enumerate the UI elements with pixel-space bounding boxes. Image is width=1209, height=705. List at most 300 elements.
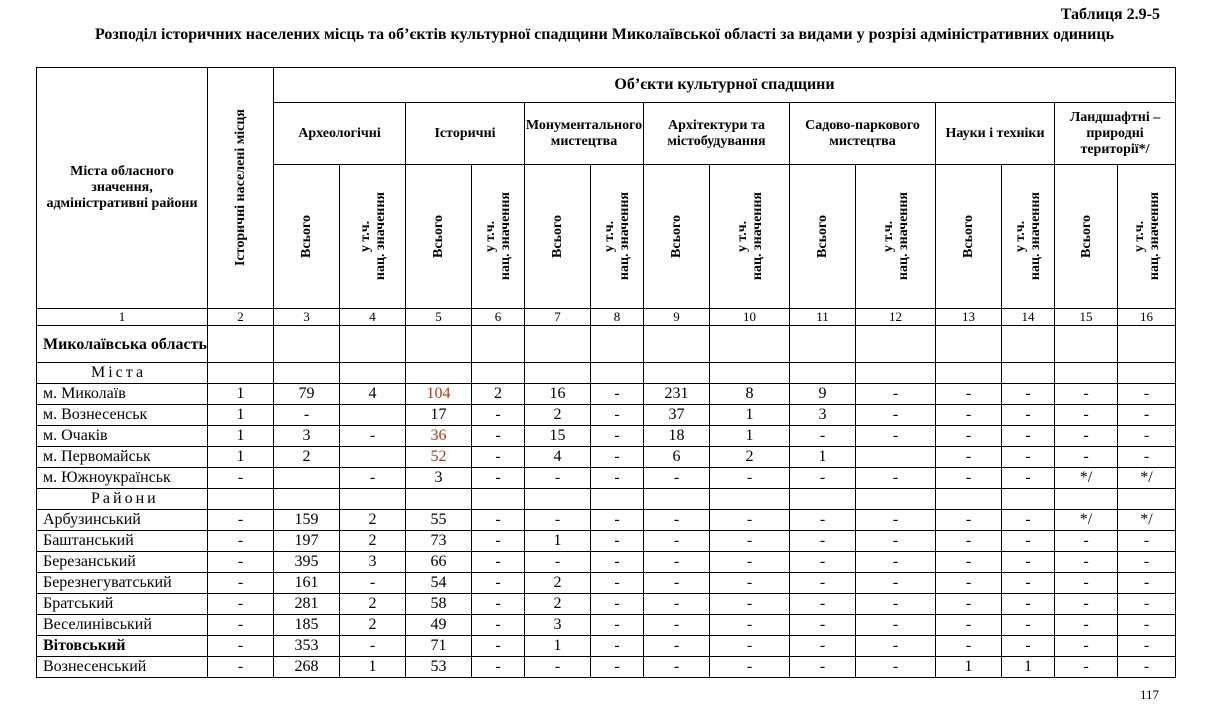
table-cell: - — [1118, 447, 1176, 468]
table-cell: - — [1002, 405, 1055, 426]
table-cell: 2 — [525, 573, 591, 594]
table-row — [37, 426, 1176, 447]
table-cell: - — [1002, 531, 1055, 552]
header-sub-national: у т.ч. нац. значення — [472, 165, 525, 309]
table-cell: - — [1055, 405, 1118, 426]
table-cell: - — [856, 636, 936, 657]
table-cell: - — [472, 468, 525, 489]
table-cell: - — [340, 636, 406, 657]
table-cell — [591, 363, 644, 384]
table-cell: 104 — [406, 384, 472, 405]
column-number: 10 — [710, 309, 790, 326]
row-name: м. Вознесенськ — [37, 405, 208, 426]
table-cell: - — [1055, 657, 1118, 678]
table-cell: 15 — [525, 426, 591, 447]
table-cell — [710, 363, 790, 384]
table-cell: - — [591, 594, 644, 615]
table-cell: - — [644, 636, 710, 657]
table-cell — [274, 363, 340, 384]
table-row — [37, 657, 1176, 678]
table-cell: 16 — [525, 384, 591, 405]
table-cell: 3 — [340, 552, 406, 573]
table-cell: - — [710, 657, 790, 678]
table-cell: 4 — [340, 384, 406, 405]
table-cell: - — [790, 426, 856, 447]
table-cell: - — [1055, 426, 1118, 447]
table-cell: */ — [1118, 510, 1176, 531]
table-cell: 18 — [644, 426, 710, 447]
table-cell — [406, 489, 472, 510]
table-cell — [208, 326, 274, 363]
table-cell: 1 — [208, 405, 274, 426]
header-sub-total: Всього — [1055, 165, 1118, 309]
table-cell: - — [1055, 615, 1118, 636]
table-cell: - — [936, 552, 1002, 573]
table-cell: - — [856, 510, 936, 531]
table-cell: 1 — [208, 426, 274, 447]
table-cell — [1002, 363, 1055, 384]
table-cell: 2 — [340, 594, 406, 615]
table-cell: - — [1002, 615, 1055, 636]
table-cell: - — [936, 426, 1002, 447]
table-cell — [1055, 363, 1118, 384]
header-sub-total: Всього — [644, 165, 710, 309]
table-cell: 2 — [472, 384, 525, 405]
header-sub-total: Всього — [525, 165, 591, 309]
header-sub-total: Всього — [406, 165, 472, 309]
header-group: Монументального мистецтва — [525, 103, 644, 165]
table-cell: 1 — [208, 384, 274, 405]
table-cell: - — [856, 405, 936, 426]
table-cell — [406, 363, 472, 384]
row-name: Веселинівський — [37, 615, 208, 636]
table-cell: 161 — [274, 573, 340, 594]
table-cell: - — [856, 594, 936, 615]
table-cell: - — [340, 468, 406, 489]
table-cell: - — [644, 531, 710, 552]
table-cell: - — [208, 594, 274, 615]
column-number: 2 — [208, 309, 274, 326]
table-cell — [1055, 326, 1118, 363]
table-row — [37, 573, 1176, 594]
table-cell — [274, 489, 340, 510]
table-cell: 54 — [406, 573, 472, 594]
table-cell: - — [710, 531, 790, 552]
table-cell: - — [790, 510, 856, 531]
table-cell: - — [274, 405, 340, 426]
table-cell: - — [856, 531, 936, 552]
table-cell — [472, 489, 525, 510]
table-cell: - — [710, 510, 790, 531]
table-cell: - — [472, 594, 525, 615]
table-cell — [1118, 326, 1176, 363]
table-cell — [644, 489, 710, 510]
table-cell: - — [1055, 636, 1118, 657]
table-cell: - — [472, 405, 525, 426]
table-cell: - — [710, 573, 790, 594]
table-cell: - — [936, 447, 1002, 468]
table-cell: - — [472, 552, 525, 573]
table-cell: - — [1118, 594, 1176, 615]
header-sub-national: у т.ч. нац. значення — [710, 165, 790, 309]
table-cell — [936, 363, 1002, 384]
table-cell: 1 — [710, 426, 790, 447]
table-cell — [274, 326, 340, 363]
table-cell: - — [1002, 384, 1055, 405]
table-cell: 9 — [790, 384, 856, 405]
header-sub-national: у т.ч. нац. значення — [856, 165, 936, 309]
table-row — [37, 615, 1176, 636]
table-cell: 2 — [340, 615, 406, 636]
table-cell: - — [936, 636, 1002, 657]
table-cell: - — [472, 531, 525, 552]
table-cell: - — [936, 468, 1002, 489]
table-cell — [340, 447, 406, 468]
row-name: Братський — [37, 594, 208, 615]
header-objects: Об’єкти культурної спадщини — [274, 68, 1176, 103]
table-cell: - — [1118, 636, 1176, 657]
table-cell: - — [1118, 657, 1176, 678]
table-cell: - — [591, 573, 644, 594]
table-cell: 2 — [340, 531, 406, 552]
table-cell: 58 — [406, 594, 472, 615]
table-cell: - — [525, 552, 591, 573]
table-cell — [856, 326, 936, 363]
row-name: Баштанський — [37, 531, 208, 552]
table-cell: - — [790, 657, 856, 678]
table-cell: 1 — [525, 636, 591, 657]
table-cell: - — [856, 657, 936, 678]
row-name: м. Южноукраїнськ — [37, 468, 208, 489]
table-cell: - — [1055, 531, 1118, 552]
table-cell: 197 — [274, 531, 340, 552]
table-cell: 6 — [644, 447, 710, 468]
table-cell: - — [591, 531, 644, 552]
table-cell: - — [1002, 426, 1055, 447]
table-cell — [525, 326, 591, 363]
header-sub-total: Всього — [274, 165, 340, 309]
table-cell: - — [472, 510, 525, 531]
table-cell: - — [472, 573, 525, 594]
table-cell: - — [591, 426, 644, 447]
table-cell: */ — [1055, 510, 1118, 531]
table-cell: - — [644, 615, 710, 636]
header-col2: Історичні населені місця — [208, 68, 274, 309]
row-name: Березанський — [37, 552, 208, 573]
header-group: Археологічні — [274, 103, 406, 165]
column-number: 5 — [406, 309, 472, 326]
table-cell: - — [472, 615, 525, 636]
table-cell: - — [710, 615, 790, 636]
table-cell: 2 — [274, 447, 340, 468]
table-cell: - — [340, 573, 406, 594]
table-cell: - — [856, 426, 936, 447]
table-cell — [790, 489, 856, 510]
table-cell: - — [1002, 468, 1055, 489]
header-group: Архітектури та містобудування — [644, 103, 790, 165]
table-cell: 17 — [406, 405, 472, 426]
table-cell: - — [208, 531, 274, 552]
table-cell: - — [1118, 615, 1176, 636]
table-cell: - — [472, 447, 525, 468]
table-cell: 395 — [274, 552, 340, 573]
table-cell — [936, 489, 1002, 510]
table-cell: - — [591, 447, 644, 468]
region-row — [37, 326, 1176, 363]
table-cell: - — [1055, 384, 1118, 405]
table-cell: - — [856, 552, 936, 573]
table-cell — [856, 447, 936, 468]
table-cell — [340, 405, 406, 426]
table-cell: - — [710, 552, 790, 573]
header-group: Історичні — [406, 103, 525, 165]
table-cell: - — [710, 594, 790, 615]
table-cell: 3 — [525, 615, 591, 636]
row-name: Вознесенський — [37, 657, 208, 678]
table-cell: */ — [1118, 468, 1176, 489]
table-cell: 1 — [1002, 657, 1055, 678]
table-cell: - — [644, 594, 710, 615]
table-cell: 36 — [406, 426, 472, 447]
table-cell: - — [790, 615, 856, 636]
header-group: Науки і техніки — [936, 103, 1055, 165]
table-cell: 73 — [406, 531, 472, 552]
table-cell: - — [1118, 405, 1176, 426]
table-cell: - — [208, 468, 274, 489]
table-cell: - — [591, 510, 644, 531]
table-cell — [340, 326, 406, 363]
table-cell — [472, 363, 525, 384]
table-cell — [274, 468, 340, 489]
header-group: Ландшафтні – природні території*/ — [1055, 103, 1176, 165]
table-cell: - — [208, 615, 274, 636]
table-cell: - — [591, 636, 644, 657]
table-cell: - — [1118, 384, 1176, 405]
table-cell: - — [790, 573, 856, 594]
table-cell: */ — [1055, 468, 1118, 489]
table-cell: 3 — [274, 426, 340, 447]
table-cell — [936, 326, 1002, 363]
table-cell: - — [525, 657, 591, 678]
column-number: 9 — [644, 309, 710, 326]
table-cell: - — [936, 594, 1002, 615]
table-cell: - — [790, 636, 856, 657]
table-cell: - — [591, 384, 644, 405]
table-cell: 231 — [644, 384, 710, 405]
table-cell: 79 — [274, 384, 340, 405]
table-cell: - — [644, 657, 710, 678]
table-cell — [406, 326, 472, 363]
table-cell — [208, 489, 274, 510]
table-cell: - — [591, 405, 644, 426]
table-cell — [1055, 489, 1118, 510]
table-cell — [472, 326, 525, 363]
table-cell: - — [856, 384, 936, 405]
header-sub-total: Всього — [936, 165, 1002, 309]
table-cell: - — [1055, 447, 1118, 468]
section-row — [37, 363, 1176, 384]
table-cell: 2 — [340, 510, 406, 531]
table-cell: 268 — [274, 657, 340, 678]
table-cell — [340, 489, 406, 510]
table-cell — [525, 363, 591, 384]
column-number: 11 — [790, 309, 856, 326]
column-number: 6 — [472, 309, 525, 326]
table-cell: - — [1002, 447, 1055, 468]
column-number: 8 — [591, 309, 644, 326]
table-cell: - — [1118, 573, 1176, 594]
table-cell — [710, 489, 790, 510]
table-cell: - — [1118, 426, 1176, 447]
row-name: м. Миколаїв — [37, 384, 208, 405]
table-cell: 2 — [525, 594, 591, 615]
table-cell: - — [644, 552, 710, 573]
table-cell: 1 — [208, 447, 274, 468]
header-group: Садово-паркового мистецтва — [790, 103, 936, 165]
page-number: 117 — [1139, 687, 1159, 702]
header-sub-national: у т.ч. нац. значення — [340, 165, 406, 309]
column-number: 14 — [1002, 309, 1055, 326]
table-cell — [1002, 326, 1055, 363]
table-cell: - — [790, 552, 856, 573]
table-cell: - — [856, 615, 936, 636]
table-cell: - — [710, 636, 790, 657]
table-cell — [644, 326, 710, 363]
table-cell: 53 — [406, 657, 472, 678]
table-cell — [644, 363, 710, 384]
column-number: 7 — [525, 309, 591, 326]
table-cell: 1 — [790, 447, 856, 468]
table-cell — [790, 326, 856, 363]
table-cell: 1 — [936, 657, 1002, 678]
section-label: Райони — [37, 489, 208, 510]
table-cell: 3 — [406, 468, 472, 489]
table-cell: 3 — [790, 405, 856, 426]
table-cell: 55 — [406, 510, 472, 531]
heritage-table — [36, 67, 1176, 678]
table-row — [37, 384, 1176, 405]
table-cell: 159 — [274, 510, 340, 531]
table-cell: 1 — [710, 405, 790, 426]
table-cell: - — [936, 510, 1002, 531]
section-label: Міста — [37, 363, 208, 384]
column-number: 15 — [1055, 309, 1118, 326]
table-cell — [208, 363, 274, 384]
table-cell: 1 — [525, 531, 591, 552]
table-row — [37, 552, 1176, 573]
header-sub-national: у т.ч. нац. значення — [1118, 165, 1176, 309]
table-cell: - — [1055, 573, 1118, 594]
table-cell: - — [936, 573, 1002, 594]
table-row — [37, 447, 1176, 468]
table-cell — [591, 326, 644, 363]
table-cell: - — [208, 657, 274, 678]
table-cell: - — [472, 636, 525, 657]
table-cell: 353 — [274, 636, 340, 657]
table-cell: 66 — [406, 552, 472, 573]
table-cell: - — [472, 657, 525, 678]
section-row — [37, 489, 1176, 510]
table-cell — [525, 489, 591, 510]
table-cell — [1118, 363, 1176, 384]
region-name: Миколаївська область — [37, 326, 208, 363]
table-cell: - — [525, 510, 591, 531]
table-cell: - — [591, 615, 644, 636]
row-name: Березнегуватський — [37, 573, 208, 594]
column-number: 3 — [274, 309, 340, 326]
table-row — [37, 636, 1176, 657]
table-cell: - — [591, 657, 644, 678]
header-sub-national: у т.ч. нац. значення — [591, 165, 644, 309]
table-cell: - — [644, 510, 710, 531]
table-cell: - — [591, 552, 644, 573]
table-cell: - — [208, 573, 274, 594]
table-cell — [856, 489, 936, 510]
table-cell: 281 — [274, 594, 340, 615]
table-cell: - — [208, 552, 274, 573]
table-label: Таблиця 2.9-5 — [1060, 6, 1160, 23]
column-number: 1 — [37, 309, 208, 326]
table-cell — [1118, 489, 1176, 510]
header-sub-national: у т.ч. нац. значення — [1002, 165, 1055, 309]
table-cell: 1 — [340, 657, 406, 678]
row-name: м. Первомайськ — [37, 447, 208, 468]
header-sub-total: Всього — [790, 165, 856, 309]
table-cell: - — [856, 573, 936, 594]
table-row — [37, 468, 1176, 489]
row-name: Вітовський — [37, 636, 208, 657]
table-title: Розподіл історичних населених місць та об’єктів культурної спадщини Миколаївської області за видами у розрізі адміністративних одиниць — [94, 26, 1115, 43]
row-name: м. Очаків — [37, 426, 208, 447]
table-cell: - — [1002, 552, 1055, 573]
table-cell: - — [208, 510, 274, 531]
table-cell: - — [1002, 510, 1055, 531]
table-cell: - — [1002, 573, 1055, 594]
table-row — [37, 510, 1176, 531]
table-cell: 185 — [274, 615, 340, 636]
table-cell: - — [644, 468, 710, 489]
table-row — [37, 531, 1176, 552]
table-cell: - — [790, 531, 856, 552]
table-cell: - — [1118, 531, 1176, 552]
table-cell: - — [525, 468, 591, 489]
table-cell: 2 — [710, 447, 790, 468]
table-cell: - — [1002, 636, 1055, 657]
table-cell: - — [790, 594, 856, 615]
table-cell — [591, 489, 644, 510]
table-cell: 2 — [525, 405, 591, 426]
table-cell: - — [591, 468, 644, 489]
table-cell: - — [856, 468, 936, 489]
table-cell: - — [936, 531, 1002, 552]
table-cell: 37 — [644, 405, 710, 426]
table-cell: - — [710, 468, 790, 489]
table-cell: 52 — [406, 447, 472, 468]
table-cell: - — [472, 426, 525, 447]
table-cell — [710, 326, 790, 363]
table-cell: 4 — [525, 447, 591, 468]
table-cell: - — [1055, 594, 1118, 615]
column-number: 12 — [856, 309, 936, 326]
table-cell: - — [936, 615, 1002, 636]
column-number: 13 — [936, 309, 1002, 326]
table-cell — [856, 363, 936, 384]
column-number: 4 — [340, 309, 406, 326]
table-cell: - — [790, 468, 856, 489]
table-cell — [790, 363, 856, 384]
table-cell: - — [644, 573, 710, 594]
table-cell: 71 — [406, 636, 472, 657]
